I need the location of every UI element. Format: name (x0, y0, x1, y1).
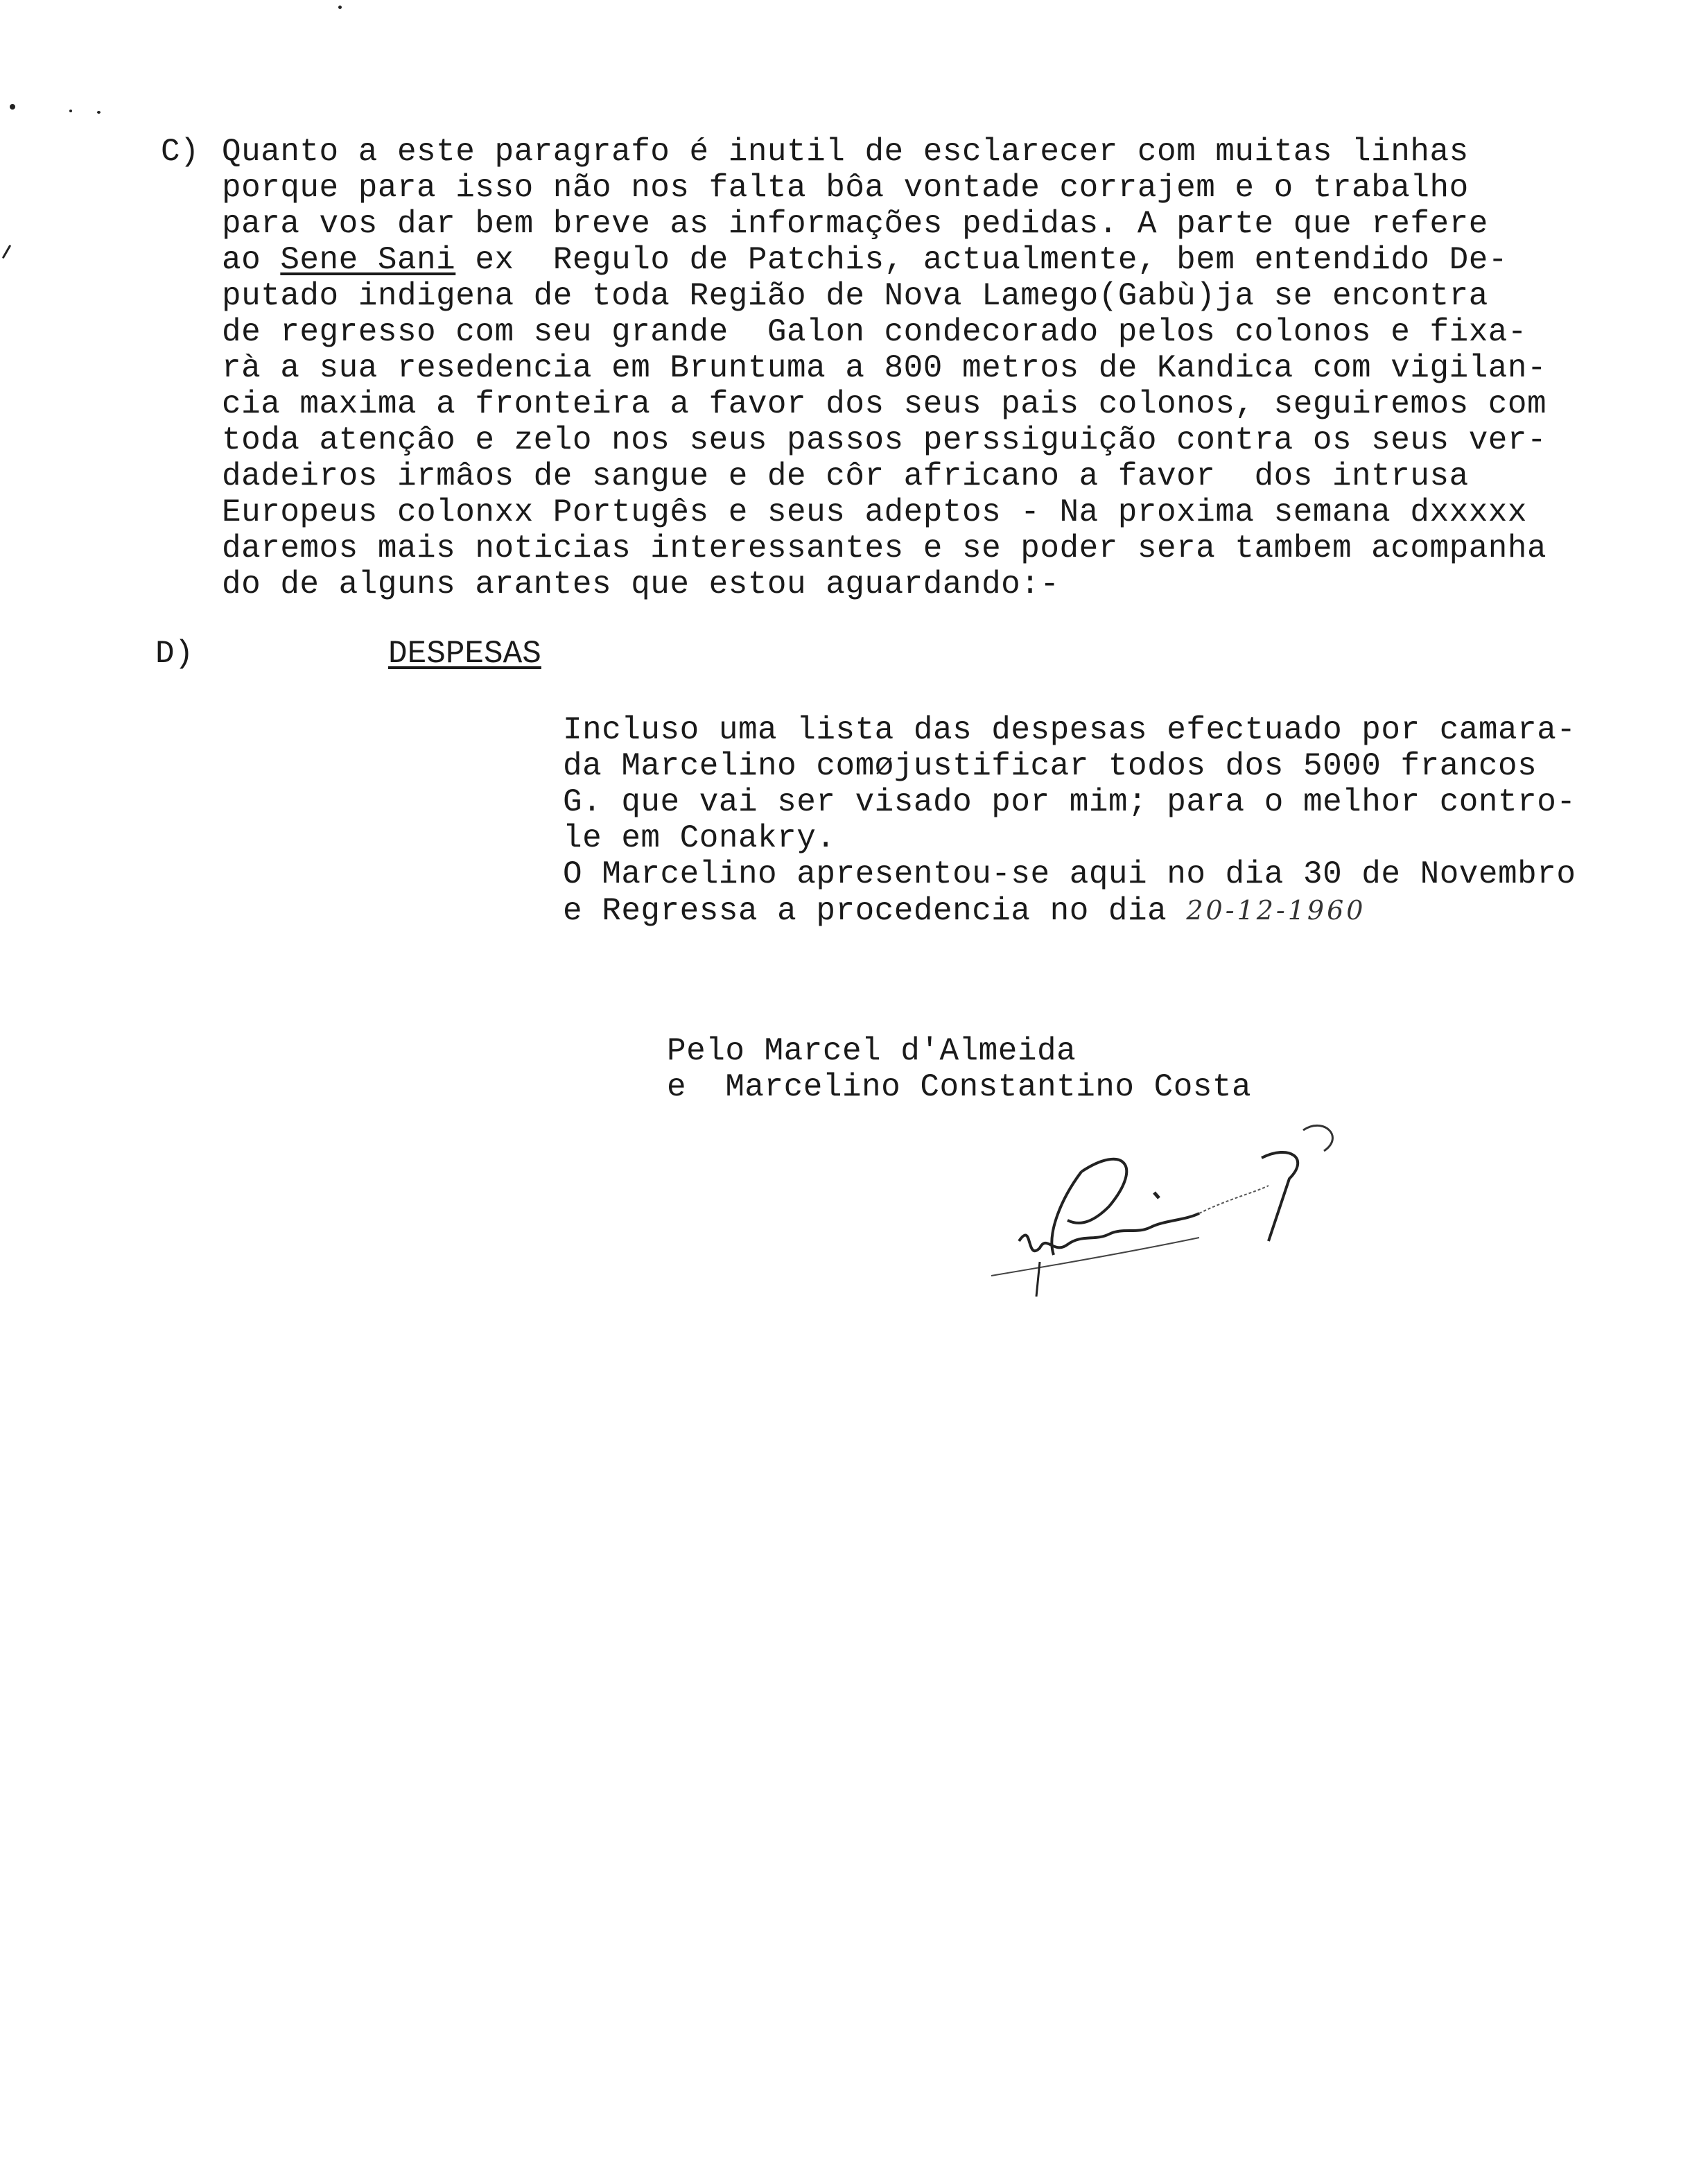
section-d-marker: D) (155, 636, 194, 672)
closing-block (667, 1033, 1251, 1105)
signature-icon (977, 1116, 1338, 1324)
section-d-line-last (563, 892, 1576, 929)
section-c-line: cia maxima a fronteira a favor dos seus pais colonos, seguiremos com (222, 386, 1547, 422)
sene-sani-name: Sene Sani (280, 242, 456, 278)
section-c-paragraph (222, 134, 1546, 603)
scan-speck (69, 110, 72, 112)
closing-line-1: Pelo Marcel d'Almeida (667, 1033, 1077, 1069)
return-date-prefix: e Regressa a procedencia no dia (563, 893, 1187, 929)
section-d-line: O Marcelino apresentou-se aqui no dia 30 de Novembro (563, 856, 1576, 892)
section-d-line: le em Conakry. (563, 820, 836, 856)
scan-speck (97, 111, 101, 114)
section-c-line: toda atençâo e zelo nos seus passos perssiguição contra os seus ver- (222, 422, 1547, 458)
section-d-heading: DESPESAS (388, 636, 541, 672)
section-d-line: da Marcelino comøjustificar todos dos 5000 francos (563, 748, 1537, 784)
section-c-line: de regresso com seu grande Galon condecorado pelos colonos e fixa- (222, 314, 1528, 350)
section-c-line: dadeiros irmâos de sangue e de côr africano a favor dos intrusa (222, 458, 1469, 494)
section-c-line: putado indigena de toda Região de Nova Lamego(Gabù)ja se encontra (222, 278, 1488, 314)
section-c-line-4-prefix: ao (222, 242, 281, 278)
section-c-line: do de alguns arantes que estou aguardando:- (222, 566, 1060, 603)
section-c-line-4-rest: ex Regulo de Patchis, actualmente, bem entendido De- (455, 242, 1508, 278)
section-c-line: rà a sua resedencia em Bruntuma a 800 metros de Kandica com vigilan- (222, 350, 1547, 386)
section-d-paragraph (563, 712, 1576, 929)
section-d-line: Incluso uma lista das despesas efectuado por camara- (563, 712, 1576, 748)
closing-line-2: e Marcelino Constantino Costa (667, 1069, 1252, 1105)
scan-speck (2, 245, 12, 259)
section-c-line: porque para isso não nos falta bôa vontade corrajem e o trabalho (222, 170, 1469, 206)
section-c-line: Europeus colonxx Portugês e seus adeptos - Na proxima semana dxxxxx (222, 494, 1528, 530)
section-c-line: para vos dar bem breve as informações pedidas. A parte que refere (222, 206, 1488, 242)
handwritten-date: 20-12-1960 (1186, 895, 1366, 926)
section-c-marker: C) (161, 134, 200, 170)
scan-speck (338, 6, 342, 9)
section-c-line: daremos mais noticias interessantes e se poder sera tambem acompanha (222, 530, 1547, 566)
section-d-line: G. que vai ser visado por mim; para o melhor contro- (563, 784, 1576, 820)
section-c-line: Quanto a este paragrafo é inutil de esclarecer com muitas linhas (222, 134, 1469, 170)
scan-speck (10, 104, 15, 110)
section-c-line-4 (222, 242, 1546, 278)
